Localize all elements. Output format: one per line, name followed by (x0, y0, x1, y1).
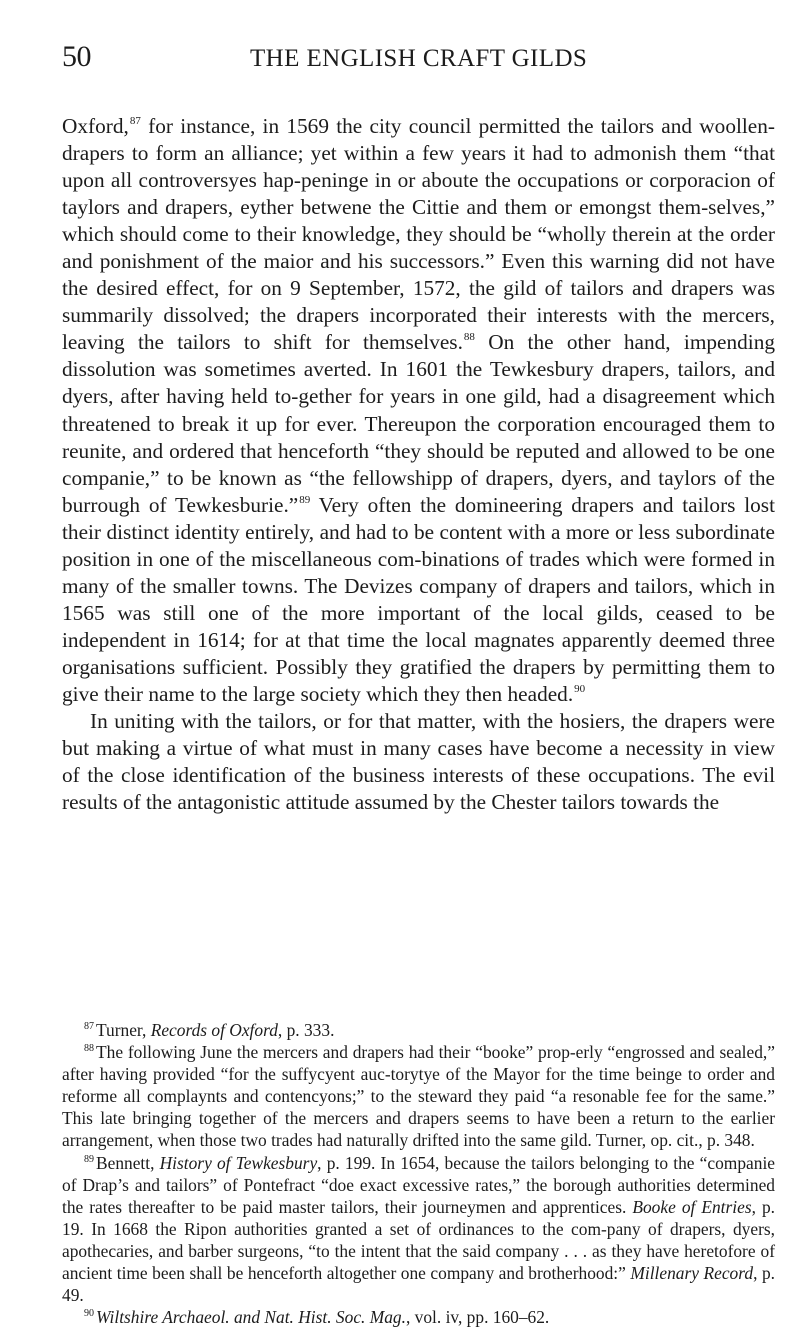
footnote-title: Millenary Record (630, 1263, 754, 1284)
footnote-ref-88: 88 (463, 331, 475, 344)
footnote-ref-89: 89 (299, 493, 311, 506)
paragraph-1 (62, 113, 775, 708)
footnote-89 (62, 1152, 775, 1307)
footnote-text: , p. 333. (277, 1020, 335, 1040)
footnote-text: , p. 49. (62, 1263, 775, 1306)
footnote-number: 88 (84, 1043, 94, 1055)
paragraph-2: In uniting with the tailors, or for that matter, with the hosiers, the drapers were but making a virtue of what must in many cases have become a necessity in view of the close identification of the business interests of these occupations. The evil results of the antagonistic attitude assumed by the Chester tailors towards the (62, 709, 775, 815)
paragraph-1-text: for instance, in 1569 the city council permitted the tailors and woollen-drapers to form an alliance; yet within a few years it had to admonish them “that upon all controversyes hap-peninge in or aboute the occupations or corporacion of taylors and drapers, eyther betwene the Cittie and them or emongst them-selves,” which should come to their knowledge, they should be “wholly therein at the order and ponishment of the maior and his successors.” Even this warning did not have the desired effect, for on 9 September, 1572, the gild of tailors and drapers was summarily dissolved; the drapers incorporated their interests with the mercers, leaving the tailors to shift for themselves. (62, 114, 775, 355)
footnote-text: , vol. iv, pp. 160–62. (405, 1307, 550, 1328)
footnotes (62, 1019, 775, 1328)
footnote-text: Bennett, (96, 1152, 160, 1173)
footnote-title: Records of Oxford (150, 1020, 278, 1040)
page-number: 50 (62, 40, 91, 73)
paragraph-1-text: Very often the domineering drapers and tailors lost their distinct identity entirely, and had to be content with a more or less subordinate position in one of the miscellaneous com-binations of trades which were formed in many of the smaller towns. The Devizes company of drapers and tailors, which in 1565 was still one of the more important of the local gilds, ceased to be independent in 1614; for at that time the local magnates apparently deemed three organisations sufficient. Possibly they gratified the drapers by permitting them to give their name to the large society which they then headed. (62, 492, 775, 706)
footnote-text: , p. 199. In 1654, because the tailors belonging to the “companie of Drap’s and tailors” of Pontefract “doe exact excessive rates,” the borough authorities determined the rates thereafter to be paid master tailors, their journeymen and apprentices. (62, 1152, 775, 1217)
footnote-number: 90 (84, 1308, 94, 1320)
footnote-text: Turner, (96, 1020, 151, 1040)
footnote-88 (62, 1041, 775, 1151)
footnote-87 (62, 1019, 775, 1041)
footnote-ref-87: 87 (129, 115, 141, 127)
footnote-ref-90: 90 (574, 682, 586, 695)
footnote-title: Wiltshire Archaeol. and Nat. Hist. Soc. Mag. (96, 1307, 406, 1328)
paragraph-1-text: Oxford, (62, 114, 129, 138)
footnote-title: History of Tewkesbury (159, 1152, 318, 1173)
paragraph-1-text: On the other hand, impending dissolution was sometimes averted. In 1601 the Tewkesbury drapers, tailors, and dyers, after having held to-gether for years in one gild, had a disagreement which threatened to break it up for ever. Thereupon the corporation encouraged them to reunite, and ordered that henceforth “they should be reputed and allowed to be one companie,” to be known as “the fellowshipp of drapers, dyers, and taylors of the burrough of Tewkesburie.” (62, 330, 775, 517)
footnote-title: Booke of Entries (632, 1196, 752, 1217)
footnote-90 (62, 1306, 775, 1328)
footnote-number: 89 (84, 1153, 94, 1165)
footnote-text: , p. 19. In 1668 the Ripon authorities granted a set of ordinances to the com-pany of drapers, dyers, apothecaries, and barber surgeons, “to the intent that the said company . . . as they have heretofore of ancient time been shall be henceforth altogether one company and brotherhood:” (62, 1196, 775, 1284)
footnote-text: The following June the mercers and drapers had their “booke” prop-erly “engrossed and sealed,” after having provided “for the suffycyent auc-torytye of the Mayor for the time beinge to order and reforme all complaynts and contencyons;” to the steward they paid “a resonable fee for the same.” This late bringing together of the mercers and drapers seems to have been a return to the earlier arrangement, when those two trades had naturally drifted into the same gild. Turner, op. cit., p. 348. (62, 1042, 775, 1151)
body-text (62, 113, 775, 816)
running-head: THE ENGLISH CRAFT GILDS (250, 45, 588, 72)
footnote-number: 87 (84, 1021, 94, 1032)
